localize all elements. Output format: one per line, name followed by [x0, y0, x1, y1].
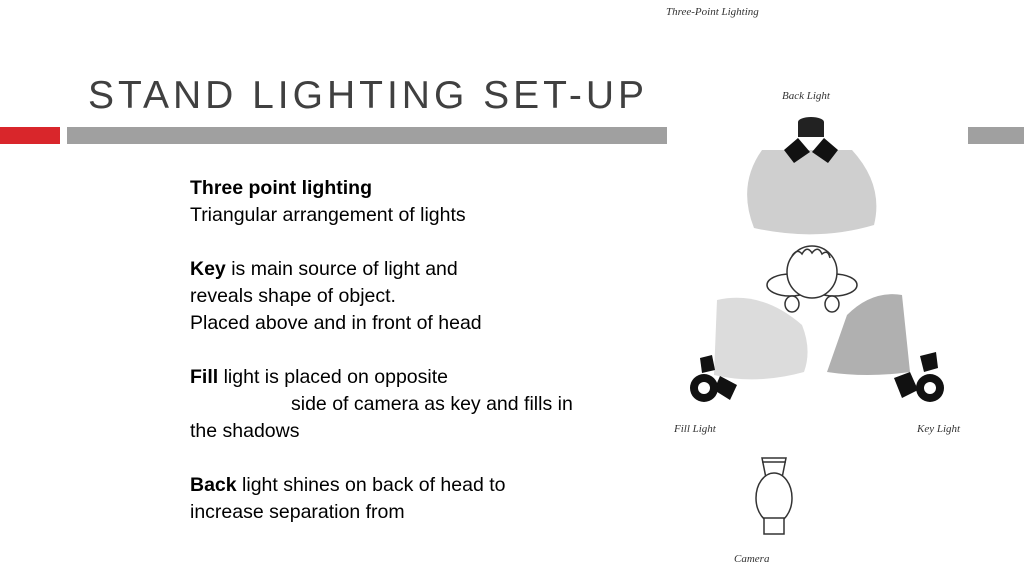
subject-head-icon [767, 246, 857, 312]
fill-line1: light is placed on opposite [218, 366, 448, 388]
fill-light-label: Fill Light [674, 423, 716, 435]
subheading: Triangular arrangement of lights [190, 204, 466, 226]
key-line1: is main source of light and [225, 258, 458, 280]
camera-label: Camera [734, 553, 770, 565]
diagram-caption: Three-Point Lighting [666, 6, 759, 18]
back-term: Back [190, 474, 237, 496]
key-line2: reveals shape of object. [190, 285, 396, 307]
slide-title: STAND LIGHTING SET-UP [88, 74, 648, 117]
key-light-label: Key Light [917, 423, 961, 435]
back-light-beam [747, 150, 876, 234]
accent-bar [0, 127, 60, 144]
lighting-diagram [662, 0, 1024, 576]
slide-body [190, 175, 630, 526]
camera-icon [756, 458, 792, 534]
heading-three-point [190, 175, 630, 202]
heading-text: Three point lighting [190, 177, 372, 199]
key-line3: Placed above and in front of head [190, 312, 482, 334]
back-paragraph-line1 [190, 472, 630, 499]
fill-line3: the shadows [190, 420, 300, 442]
title-underline-bar [67, 127, 667, 144]
lighting-diagram-svg [662, 0, 1024, 576]
key-paragraph-line1 [190, 256, 630, 283]
fill-paragraph-line1 [190, 364, 630, 391]
key-term: Key [190, 258, 226, 280]
back-line1: light shines on back of head to [236, 474, 506, 496]
fill-line2: side of camera as key and fills in [291, 393, 573, 415]
fill-term: Fill [190, 366, 219, 388]
back-line2: increase separation from [190, 501, 405, 523]
back-light-label: Back Light [782, 90, 830, 102]
